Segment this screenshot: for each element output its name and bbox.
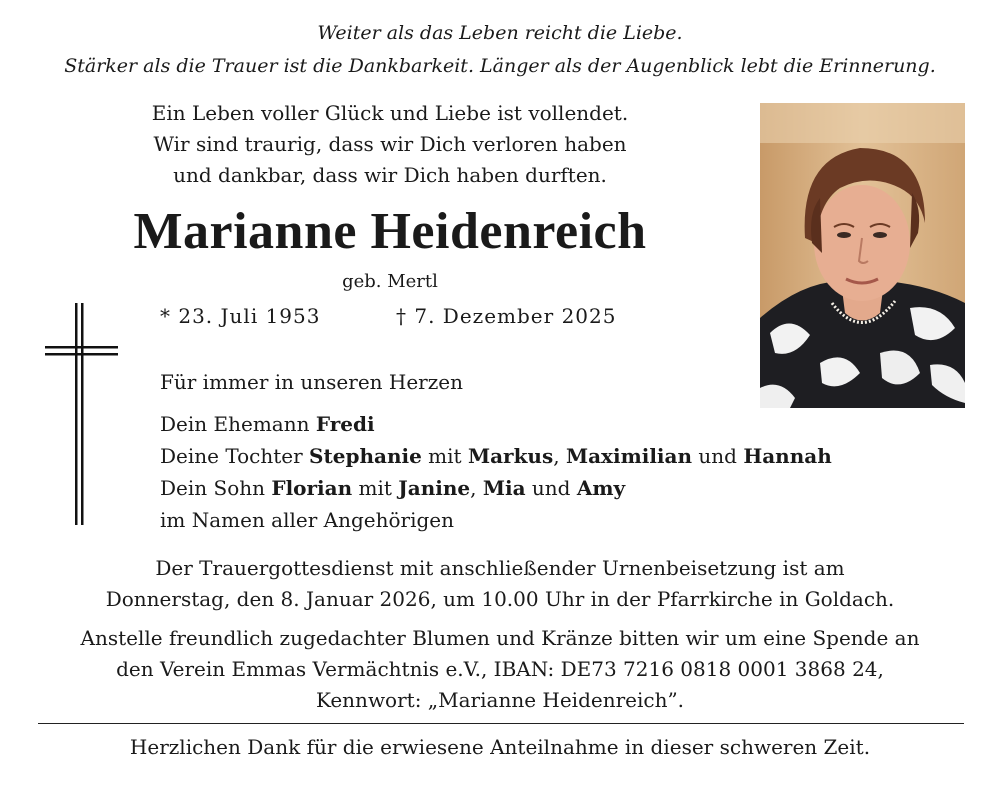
donation-line-3: Kennwort: „Marianne Heidenreich”. — [315, 688, 685, 712]
service-line-1: Der Trauergottesdienst mit anschließender Urnenbeisetzung ist am — [155, 556, 845, 580]
donation-info — [0, 623, 1000, 716]
verse-line-3: und dankbar, dass wir Dich haben durften. — [173, 163, 607, 187]
mourner-row-husband: Dein Ehemann Fredi — [160, 412, 375, 436]
death-date: † 7. Dezember 2025 — [396, 304, 617, 328]
birth-name: geb. Mertl — [342, 271, 438, 292]
cross-icon — [40, 303, 122, 528]
mourners-intro: Für immer in unseren Herzen — [160, 370, 463, 394]
verse-line-2: Wir sind traurig, dass wir Dich verloren haben — [153, 132, 627, 156]
mourner-row-daughter: Deine Tochter Stephanie mit Markus, Maximilian und Hannah — [160, 444, 832, 468]
motto-line-2: Stärker als die Trauer ist die Dankbarkeit. Länger als der Augenblick lebt die Erinnerung. — [64, 55, 936, 77]
motto-line-1: Weiter als das Leben reicht die Liebe. — [317, 22, 683, 44]
donation-line-2: den Verein Emmas Vermächtnis e.V., IBAN: DE73 7216 0818 0001 3868 24, — [116, 657, 884, 681]
mourners-block — [160, 366, 832, 536]
divider — [38, 723, 964, 724]
donation-line-1: Anstelle freundlich zugedachter Blumen und Kränze bitten wir um eine Spende an — [80, 626, 920, 650]
verse-line-1: Ein Leben voller Glück und Liebe ist vollendet. — [151, 101, 629, 125]
deceased-name: Marianne Heidenreich — [133, 203, 647, 260]
portrait-photo — [760, 103, 965, 408]
service-info — [0, 553, 1000, 615]
mourner-row-son: Dein Sohn Florian mit Janine, Mia und Amy — [160, 476, 626, 500]
thanks-line: Herzlichen Dank für die erwiesene Anteilnahme in dieser schweren Zeit. — [129, 735, 871, 759]
birth-date: * 23. Juli 1953 — [160, 304, 321, 328]
verse — [110, 98, 670, 191]
mourners-closing: im Namen aller Angehörigen — [160, 508, 455, 532]
service-line-2: Donnerstag, den 8. Januar 2026, um 10.00 Uhr in der Pfarrkirche in Goldach. — [105, 587, 895, 611]
